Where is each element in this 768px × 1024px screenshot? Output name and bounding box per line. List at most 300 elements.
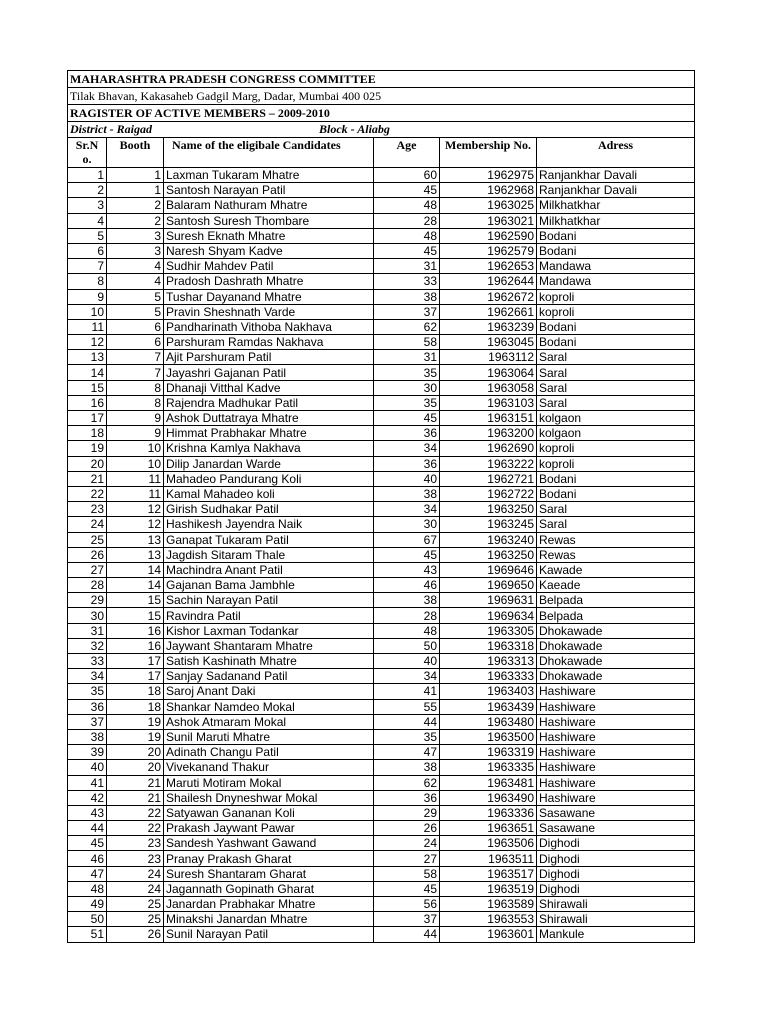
- cell-membership: 1963481: [440, 775, 537, 790]
- table-row: [68, 669, 695, 684]
- cell-membership: 1969634: [440, 608, 537, 623]
- cell-name: Parshuram Ramdas Nakhava: [164, 335, 374, 350]
- table-row: [68, 927, 695, 942]
- cell-age: 31: [374, 350, 440, 365]
- cell-srno: 23: [68, 502, 107, 517]
- cell-name: Dilip Janardan Warde: [164, 456, 374, 471]
- cell-membership: 1963064: [440, 365, 537, 380]
- table-row: [68, 441, 695, 456]
- cell-srno: 24: [68, 517, 107, 532]
- cell-age: 58: [374, 335, 440, 350]
- cell-booth: 16: [107, 638, 164, 653]
- col-age: Age: [374, 138, 440, 168]
- table-row: [68, 426, 695, 441]
- cell-membership: 1963025: [440, 198, 537, 213]
- cell-booth: 21: [107, 790, 164, 805]
- table-row: [68, 411, 695, 426]
- cell-age: 37: [374, 304, 440, 319]
- cell-address: Bodani: [537, 486, 695, 501]
- cell-name: Machindra Anant Patil: [164, 562, 374, 577]
- cell-membership: 1962653: [440, 259, 537, 274]
- cell-address: Dhokawade: [537, 669, 695, 684]
- cell-srno: 26: [68, 547, 107, 562]
- table-row: [68, 745, 695, 760]
- cell-membership: 1963222: [440, 456, 537, 471]
- cell-booth: 6: [107, 335, 164, 350]
- cell-membership: 1963151: [440, 411, 537, 426]
- cell-srno: 50: [68, 912, 107, 927]
- col-address: Adress: [537, 138, 695, 168]
- cell-srno: 10: [68, 304, 107, 319]
- cell-age: 33: [374, 274, 440, 289]
- cell-booth: 23: [107, 836, 164, 851]
- cell-membership: 1963403: [440, 684, 537, 699]
- cell-address: Ranjankhar Davali: [537, 168, 695, 183]
- cell-name: Santosh Suresh Thombare: [164, 213, 374, 228]
- cell-name: Saroj Anant Daki: [164, 684, 374, 699]
- cell-age: 28: [374, 213, 440, 228]
- cell-name: Naresh Shyam Kadve: [164, 243, 374, 258]
- cell-address: Bodani: [537, 319, 695, 334]
- cell-membership: 1963318: [440, 638, 537, 653]
- cell-booth: 6: [107, 319, 164, 334]
- cell-membership: 1963553: [440, 912, 537, 927]
- table-row: [68, 699, 695, 714]
- cell-age: 41: [374, 684, 440, 699]
- cell-booth: 11: [107, 471, 164, 486]
- cell-booth: 17: [107, 669, 164, 684]
- table-row: [68, 684, 695, 699]
- cell-srno: 3: [68, 198, 107, 213]
- cell-age: 24: [374, 836, 440, 851]
- cell-age: 38: [374, 760, 440, 775]
- cell-booth: 22: [107, 805, 164, 820]
- cell-membership: 1963601: [440, 927, 537, 942]
- cell-booth: 5: [107, 289, 164, 304]
- cell-address: kolgaon: [537, 411, 695, 426]
- cell-name: Pandharinath Vithoba Nakhava: [164, 319, 374, 334]
- cell-booth: 24: [107, 866, 164, 881]
- cell-address: Kawade: [537, 562, 695, 577]
- cell-membership: 1962975: [440, 168, 537, 183]
- cell-age: 62: [374, 319, 440, 334]
- cell-name: Mahadeo Pandurang Koli: [164, 471, 374, 486]
- members-register-table: [67, 70, 695, 943]
- cell-address: koproli: [537, 289, 695, 304]
- cell-name: Balaram Nathuram Mhatre: [164, 198, 374, 213]
- cell-booth: 18: [107, 699, 164, 714]
- cell-name: Jayashri Gajanan Patil: [164, 365, 374, 380]
- cell-address: Mandawa: [537, 274, 695, 289]
- cell-booth: 7: [107, 350, 164, 365]
- cell-srno: 48: [68, 881, 107, 896]
- table-row: [68, 365, 695, 380]
- table-row: [68, 532, 695, 547]
- cell-address: Hashiware: [537, 790, 695, 805]
- table-row: [68, 790, 695, 805]
- cell-booth: 2: [107, 198, 164, 213]
- cell-srno: 38: [68, 729, 107, 744]
- cell-booth: 17: [107, 654, 164, 669]
- cell-age: 40: [374, 471, 440, 486]
- cell-booth: 18: [107, 684, 164, 699]
- cell-name: Tushar Dayanand Mhatre: [164, 289, 374, 304]
- cell-age: 48: [374, 198, 440, 213]
- cell-address: Bodani: [537, 228, 695, 243]
- cell-age: 29: [374, 805, 440, 820]
- table-row: [68, 243, 695, 258]
- cell-name: Adinath Changu Patil: [164, 745, 374, 760]
- table-row: [68, 562, 695, 577]
- cell-name: Satyawan Gananan Koli: [164, 805, 374, 820]
- cell-name: Ganapat Tukaram Patil: [164, 532, 374, 547]
- cell-address: Kaeade: [537, 578, 695, 593]
- cell-booth: 11: [107, 486, 164, 501]
- cell-age: 45: [374, 411, 440, 426]
- cell-srno: 12: [68, 335, 107, 350]
- cell-address: Mandawa: [537, 259, 695, 274]
- cell-name: Kishor Laxman Todankar: [164, 623, 374, 638]
- cell-membership: 1963058: [440, 380, 537, 395]
- table-row: [68, 213, 695, 228]
- cell-srno: 20: [68, 456, 107, 471]
- cell-age: 30: [374, 380, 440, 395]
- table-row: [68, 304, 695, 319]
- cell-address: Shirawali: [537, 897, 695, 912]
- cell-name: Ravindra Patil: [164, 608, 374, 623]
- cell-membership: 1962672: [440, 289, 537, 304]
- cell-booth: 12: [107, 502, 164, 517]
- table-row: [68, 228, 695, 243]
- cell-membership: 1963250: [440, 547, 537, 562]
- cell-address: koproli: [537, 456, 695, 471]
- table-row: [68, 608, 695, 623]
- cell-membership: 1963651: [440, 821, 537, 836]
- cell-name: Dhanaji Vitthal Kadve: [164, 380, 374, 395]
- col-membership: Membership No.: [440, 138, 537, 168]
- cell-membership: 1963335: [440, 760, 537, 775]
- table-row: [68, 578, 695, 593]
- cell-membership: 1969631: [440, 593, 537, 608]
- cell-srno: 11: [68, 319, 107, 334]
- cell-address: Dighodi: [537, 881, 695, 896]
- cell-membership: 1962968: [440, 183, 537, 198]
- cell-booth: 24: [107, 881, 164, 896]
- cell-age: 45: [374, 243, 440, 258]
- cell-booth: 12: [107, 517, 164, 532]
- cell-booth: 20: [107, 745, 164, 760]
- cell-srno: 40: [68, 760, 107, 775]
- cell-name: Satish Kashinath Mhatre: [164, 654, 374, 669]
- cell-address: Saral: [537, 365, 695, 380]
- cell-booth: 19: [107, 714, 164, 729]
- cell-srno: 32: [68, 638, 107, 653]
- cell-srno: 46: [68, 851, 107, 866]
- cell-booth: 13: [107, 532, 164, 547]
- cell-membership: 1963517: [440, 866, 537, 881]
- cell-membership: 1963250: [440, 502, 537, 517]
- cell-address: Hashiware: [537, 775, 695, 790]
- cell-age: 43: [374, 562, 440, 577]
- table-row: [68, 259, 695, 274]
- cell-name: Suresh Eknath Mhatre: [164, 228, 374, 243]
- table-row: [68, 289, 695, 304]
- cell-age: 44: [374, 714, 440, 729]
- cell-name: Pravin Sheshnath Varde: [164, 304, 374, 319]
- cell-address: Shirawali: [537, 912, 695, 927]
- cell-srno: 29: [68, 593, 107, 608]
- table-row: [68, 274, 695, 289]
- table-row: [68, 502, 695, 517]
- cell-age: 27: [374, 851, 440, 866]
- cell-address: Hashiware: [537, 699, 695, 714]
- table-row: [68, 593, 695, 608]
- cell-booth: 7: [107, 365, 164, 380]
- cell-age: 35: [374, 395, 440, 410]
- cell-srno: 14: [68, 365, 107, 380]
- cell-membership: 1962661: [440, 304, 537, 319]
- table-row: [68, 638, 695, 653]
- cell-name: Sachin Narayan Patil: [164, 593, 374, 608]
- cell-name: Girish Sudhakar Patil: [164, 502, 374, 517]
- cell-address: Dhokawade: [537, 638, 695, 653]
- cell-booth: 13: [107, 547, 164, 562]
- cell-age: 26: [374, 821, 440, 836]
- table-row: [68, 486, 695, 501]
- cell-address: Bodani: [537, 243, 695, 258]
- cell-name: Minakshi Janardan Mhatre: [164, 912, 374, 927]
- cell-age: 46: [374, 578, 440, 593]
- cell-address: Sasawane: [537, 821, 695, 836]
- cell-name: Janardan Prabhakar Mhatre: [164, 897, 374, 912]
- cell-srno: 47: [68, 866, 107, 881]
- cell-age: 35: [374, 729, 440, 744]
- cell-name: Ashok Duttatraya Mhatre: [164, 411, 374, 426]
- cell-srno: 2: [68, 183, 107, 198]
- cell-srno: 25: [68, 532, 107, 547]
- cell-name: Gajanan Bama Jambhle: [164, 578, 374, 593]
- cell-name: Prakash Jaywant Pawar: [164, 821, 374, 836]
- cell-srno: 27: [68, 562, 107, 577]
- cell-srno: 42: [68, 790, 107, 805]
- cell-membership: 1963112: [440, 350, 537, 365]
- cell-membership: 1962644: [440, 274, 537, 289]
- cell-membership: 1963589: [440, 897, 537, 912]
- cell-age: 28: [374, 608, 440, 623]
- cell-age: 44: [374, 927, 440, 942]
- cell-address: Milkhatkhar: [537, 198, 695, 213]
- cell-booth: 19: [107, 729, 164, 744]
- cell-membership: 1963519: [440, 881, 537, 896]
- org-address: Tilak Bhavan, Kakasaheb Gadgil Marg, Dadar, Mumbai 400 025: [68, 88, 695, 105]
- cell-srno: 41: [68, 775, 107, 790]
- cell-membership: 1963319: [440, 745, 537, 760]
- cell-booth: 9: [107, 426, 164, 441]
- cell-srno: 28: [68, 578, 107, 593]
- cell-booth: 8: [107, 395, 164, 410]
- cell-booth: 9: [107, 411, 164, 426]
- cell-address: Saral: [537, 502, 695, 517]
- register-title: RAGISTER OF ACTIVE MEMBERS – 2009-2010: [68, 105, 695, 122]
- table-row: [68, 456, 695, 471]
- cell-srno: 18: [68, 426, 107, 441]
- cell-membership: 1963021: [440, 213, 537, 228]
- table-row: [68, 729, 695, 744]
- cell-srno: 33: [68, 654, 107, 669]
- cell-address: kolgaon: [537, 426, 695, 441]
- table-row: [68, 836, 695, 851]
- cell-age: 45: [374, 547, 440, 562]
- cell-srno: 19: [68, 441, 107, 456]
- cell-name: Ajit Parshuram Patil: [164, 350, 374, 365]
- cell-srno: 49: [68, 897, 107, 912]
- org-title: MAHARASHTRA PRADESH CONGRESS COMMITTEE: [68, 71, 695, 88]
- cell-srno: 16: [68, 395, 107, 410]
- cell-name: Maruti Motiram Mokal: [164, 775, 374, 790]
- cell-name: Sudhir Mahdev Patil: [164, 259, 374, 274]
- table-row: [68, 775, 695, 790]
- cell-booth: 8: [107, 380, 164, 395]
- cell-name: Laxman Tukaram Mhatre: [164, 168, 374, 183]
- cell-name: Rajendra Madhukar Patil: [164, 395, 374, 410]
- table-row: [68, 760, 695, 775]
- cell-srno: 43: [68, 805, 107, 820]
- cell-srno: 39: [68, 745, 107, 760]
- table-row: [68, 319, 695, 334]
- cell-address: Milkhatkhar: [537, 213, 695, 228]
- cell-booth: 2: [107, 213, 164, 228]
- cell-name: Jagdish Sitaram Thale: [164, 547, 374, 562]
- cell-name: Shailesh Dnyneshwar Mokal: [164, 790, 374, 805]
- cell-booth: 15: [107, 593, 164, 608]
- table-row: [68, 547, 695, 562]
- cell-age: 47: [374, 745, 440, 760]
- cell-name: Krishna Kamlya Nakhava: [164, 441, 374, 456]
- cell-membership: 1969650: [440, 578, 537, 593]
- table-row: [68, 821, 695, 836]
- cell-membership: 1962690: [440, 441, 537, 456]
- cell-address: Saral: [537, 517, 695, 532]
- cell-membership: 1962590: [440, 228, 537, 243]
- cell-name: Sunil Maruti Mhatre: [164, 729, 374, 744]
- cell-address: koproli: [537, 441, 695, 456]
- cell-name: Pranay Prakash Gharat: [164, 851, 374, 866]
- cell-srno: 34: [68, 669, 107, 684]
- cell-address: Bodani: [537, 471, 695, 486]
- cell-name: Ashok Atmaram Mokal: [164, 714, 374, 729]
- cell-srno: 6: [68, 243, 107, 258]
- cell-age: 34: [374, 441, 440, 456]
- cell-membership: 1963200: [440, 426, 537, 441]
- cell-name: Shankar Namdeo Mokal: [164, 699, 374, 714]
- cell-srno: 30: [68, 608, 107, 623]
- district-block-row: [68, 122, 695, 138]
- cell-address: Belpada: [537, 608, 695, 623]
- cell-booth: 21: [107, 775, 164, 790]
- cell-age: 50: [374, 638, 440, 653]
- cell-address: Saral: [537, 395, 695, 410]
- cell-membership: 1963045: [440, 335, 537, 350]
- table-row: [68, 623, 695, 638]
- column-header-row: [68, 138, 695, 168]
- cell-membership: 1962579: [440, 243, 537, 258]
- cell-name: Kamal Mahadeo koli: [164, 486, 374, 501]
- cell-membership: 1962721: [440, 471, 537, 486]
- cell-srno: 21: [68, 471, 107, 486]
- cell-age: 36: [374, 426, 440, 441]
- cell-membership: 1963245: [440, 517, 537, 532]
- cell-address: Sasawane: [537, 805, 695, 820]
- cell-booth: 23: [107, 851, 164, 866]
- cell-membership: 1963500: [440, 729, 537, 744]
- cell-membership: 1963305: [440, 623, 537, 638]
- table-row: [68, 198, 695, 213]
- cell-srno: 22: [68, 486, 107, 501]
- cell-srno: 45: [68, 836, 107, 851]
- cell-booth: 10: [107, 456, 164, 471]
- cell-address: Saral: [537, 350, 695, 365]
- member-rows: [68, 168, 695, 943]
- cell-srno: 35: [68, 684, 107, 699]
- cell-address: Belpada: [537, 593, 695, 608]
- cell-age: 55: [374, 699, 440, 714]
- cell-membership: 1963511: [440, 851, 537, 866]
- cell-srno: 51: [68, 927, 107, 942]
- cell-address: Dhokawade: [537, 654, 695, 669]
- cell-name: Suresh Shantaram Gharat: [164, 866, 374, 881]
- cell-srno: 7: [68, 259, 107, 274]
- col-booth: Booth: [107, 138, 164, 168]
- cell-srno: 5: [68, 228, 107, 243]
- cell-age: 34: [374, 669, 440, 684]
- cell-membership: 1963239: [440, 319, 537, 334]
- cell-age: 35: [374, 365, 440, 380]
- cell-age: 40: [374, 654, 440, 669]
- cell-address: Bodani: [537, 335, 695, 350]
- cell-srno: 37: [68, 714, 107, 729]
- cell-age: 36: [374, 456, 440, 471]
- table-row: [68, 183, 695, 198]
- cell-srno: 17: [68, 411, 107, 426]
- cell-membership: 1963490: [440, 790, 537, 805]
- cell-membership: 1963103: [440, 395, 537, 410]
- cell-booth: 5: [107, 304, 164, 319]
- cell-name: Sanjay Sadanand Patil: [164, 669, 374, 684]
- cell-age: 45: [374, 183, 440, 198]
- cell-membership: 1963313: [440, 654, 537, 669]
- cell-address: Dighodi: [537, 836, 695, 851]
- table-row: [68, 654, 695, 669]
- cell-address: Hashiware: [537, 729, 695, 744]
- cell-srno: 36: [68, 699, 107, 714]
- table-row: [68, 805, 695, 820]
- cell-booth: 1: [107, 183, 164, 198]
- cell-age: 48: [374, 623, 440, 638]
- cell-booth: 1: [107, 168, 164, 183]
- col-srno: Sr.N o.: [68, 138, 107, 168]
- cell-address: Rewas: [537, 547, 695, 562]
- cell-booth: 15: [107, 608, 164, 623]
- block-label: Block - Aliabg: [319, 122, 390, 136]
- table-row: [68, 380, 695, 395]
- cell-age: 38: [374, 593, 440, 608]
- cell-booth: 3: [107, 228, 164, 243]
- cell-booth: 25: [107, 897, 164, 912]
- cell-address: Dighodi: [537, 851, 695, 866]
- cell-srno: 44: [68, 821, 107, 836]
- cell-srno: 8: [68, 274, 107, 289]
- cell-address: Dighodi: [537, 866, 695, 881]
